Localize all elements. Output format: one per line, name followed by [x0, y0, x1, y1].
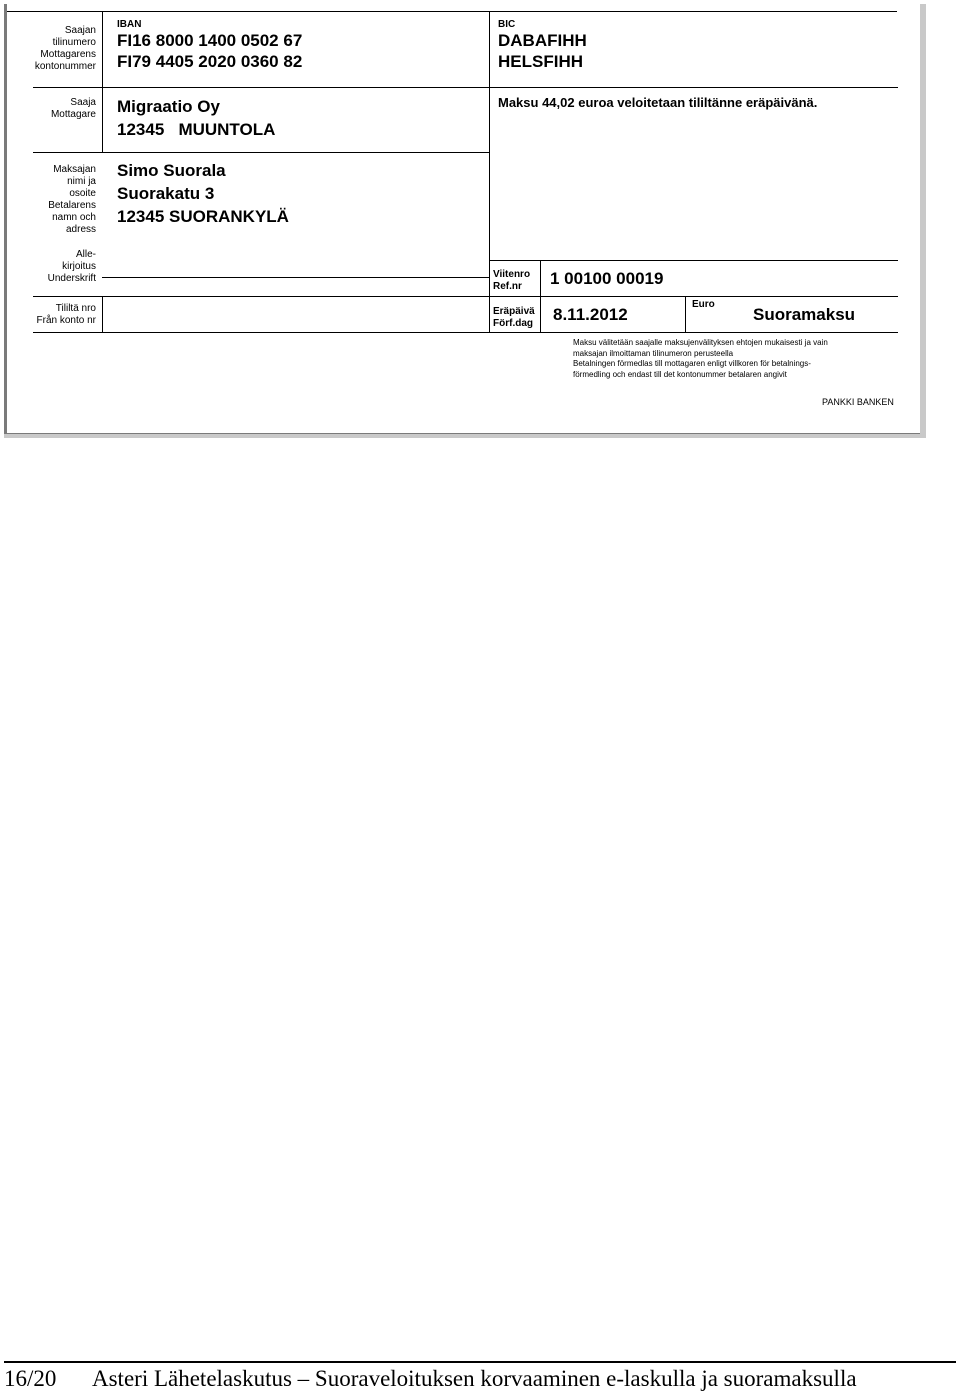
- payee-account-label-line: tilinumero: [52, 37, 96, 48]
- payee-label-line: Mottagare: [50, 109, 96, 120]
- due-date-label-line: Förf.dag: [493, 318, 533, 329]
- bic-line-1: DABAFIHH: [498, 31, 587, 50]
- slip-top-rule: [7, 11, 897, 12]
- iban-label: IBAN: [117, 19, 142, 30]
- payee-address: 12345 MUUNTOLA: [117, 120, 276, 139]
- signature-label-line: kirjoitus: [62, 261, 96, 272]
- slip-shadow-right: [920, 4, 926, 438]
- iban-line-2: FI79 4405 2020 0360 82: [117, 52, 303, 71]
- terms-line: Maksu välitetään saajalle maksujenvälityksen ehtojen mukaisesti ja vain: [573, 338, 828, 347]
- reference-label-line: Viitenro: [493, 269, 531, 280]
- signature-label-line: Underskrift: [47, 273, 96, 284]
- from-account-label: [26, 303, 96, 327]
- row-rule-2: [33, 152, 490, 153]
- payee-account-label-line: Saajan: [64, 25, 96, 36]
- payee-label: [26, 97, 96, 121]
- payer-label-line: nimi ja: [67, 176, 96, 187]
- reference-value: 1 00100 00019: [550, 269, 664, 288]
- document-title: Asteri Lähetelaskutus – Suoraveloituksen korvaaminen e-laskulla ja suoramaksulla: [92, 1366, 857, 1391]
- middle-column-rule-lower: [489, 152, 490, 332]
- payer-label-line: osoite: [69, 188, 96, 199]
- reference-top-rule: [489, 260, 898, 261]
- payer-label-line: Betalarens: [48, 200, 96, 211]
- label-column-rule: [102, 296, 103, 332]
- row-rule-5: [33, 332, 898, 333]
- reference-label-line: Ref.nr: [493, 281, 522, 292]
- label-column-rule: [102, 12, 103, 87]
- currency-label: Euro: [692, 299, 715, 310]
- payer-street: Suorakatu 3: [117, 184, 215, 203]
- reference-label: [493, 269, 530, 293]
- footer-rule: [4, 1361, 956, 1363]
- bank-label: PANKKI BANKEN: [822, 397, 894, 407]
- signature-label-line: Alle-: [75, 249, 96, 260]
- from-account-label-line: Tililtä nro: [55, 303, 96, 314]
- payer-name: Simo Suorala: [117, 161, 226, 180]
- due-date-label: [493, 306, 535, 330]
- row-rule-1: [33, 87, 898, 88]
- payer-label-line: Maksajan: [53, 164, 96, 175]
- slip-shadow-bottom: [4, 434, 926, 438]
- payee-label-line: Saaja: [70, 97, 96, 108]
- debit-notice: Maksu 44,02 euroa veloitetaan tililtänne eräpäivänä.: [498, 95, 818, 110]
- payee-account-label-line: kontonummer: [34, 61, 96, 72]
- terms-line: maksajan ilmoittaman tilinumeron perusteella: [573, 348, 734, 358]
- payee-account-label-line: Mottagarens: [40, 49, 96, 60]
- payer-label: [26, 164, 96, 236]
- payee-name: Migraatio Oy: [117, 97, 220, 116]
- terms-line: förmedling och endast till det kontonummer betalaren angivit: [573, 369, 787, 379]
- iban-line-1: FI16 8000 1400 0502 67: [117, 31, 303, 50]
- row-rule-4: [33, 296, 898, 297]
- terms-line: Betalningen förmedlas till mottagaren enligt villkoren för betalnings-: [573, 359, 811, 368]
- from-account-label-line: Från konto nr: [36, 315, 96, 326]
- amount-column-rule: [685, 296, 686, 332]
- page-number: 16/20: [4, 1366, 57, 1391]
- bic-line-2: HELSFIHH: [498, 52, 583, 71]
- payee-account-label: [26, 25, 96, 73]
- payer-label-line: namn och: [52, 212, 96, 223]
- middle-column-rule: [489, 12, 490, 154]
- signature-label: [26, 249, 96, 285]
- payer-city: 12345 SUORANKYLÄ: [117, 207, 289, 226]
- signature-line: [102, 277, 489, 278]
- payer-label-line: adress: [65, 224, 96, 235]
- due-date-label-line: Eräpäivä: [493, 306, 535, 317]
- due-date-value: 8.11.2012: [553, 305, 628, 324]
- bic-label: BIC: [498, 19, 516, 30]
- amount-value: Suoramaksu: [753, 305, 856, 324]
- label-column-rule: [102, 88, 103, 152]
- terms-text: [573, 338, 828, 380]
- page-footer: [4, 1365, 956, 1393]
